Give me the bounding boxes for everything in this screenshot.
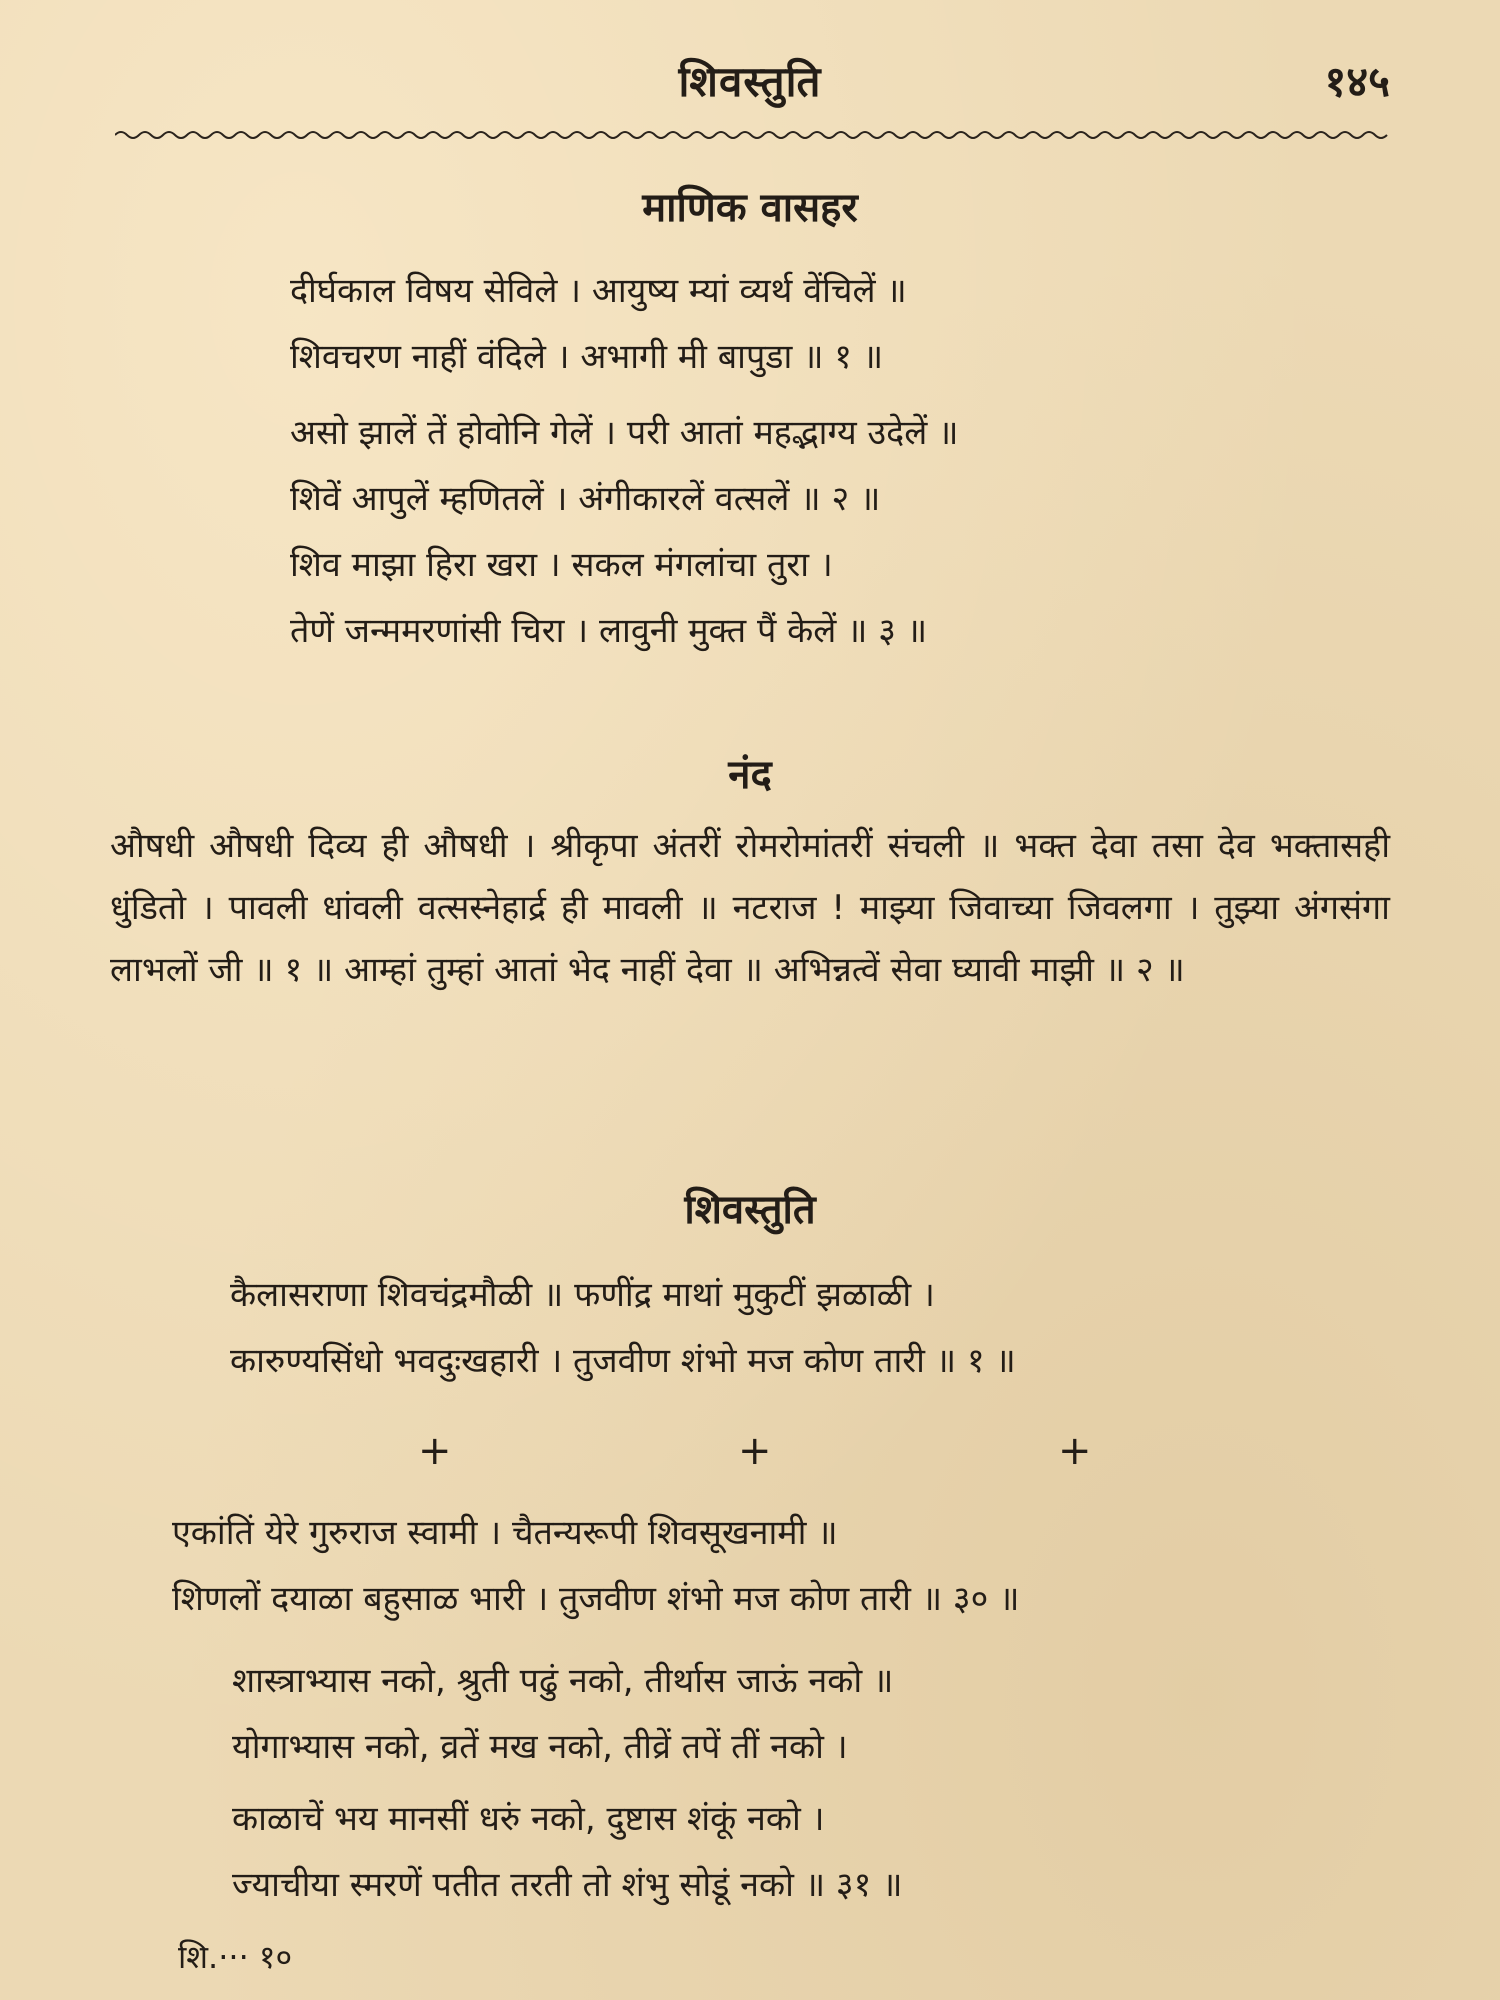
signature-mark: शि.··· १० [178, 1938, 293, 1976]
verse-group-4 [232, 1648, 1432, 1918]
page-number: १४५ [1324, 57, 1390, 106]
running-title: शिवस्तुति [678, 57, 822, 106]
verse-group-2 [230, 1262, 1430, 1394]
cross-mark: + [418, 1428, 452, 1474]
verse-line: ज्याचीया स्मरणें पतीत तरती तो शंभु सोडूं नको ॥ ३१ ॥ [232, 1865, 903, 1905]
verse-group-1 [290, 258, 1440, 664]
section-shivstuti [0, 1180, 1500, 1240]
verse-line: एकांतिं येरे गुरुराज स्वामी । चैतन्यरूपी शिवसूखनामी ॥ [172, 1513, 838, 1553]
verse-line: दीर्घकाल विषय सेविले । आयुष्य म्यां व्यर्थ वेंचिलें ॥ [290, 271, 907, 311]
section-nand [0, 745, 1500, 805]
verse-line: कैलासराणा शिवचंद्रमौळी ॥ फणींद्र माथां मुकुटीं झळाळी । [230, 1275, 935, 1315]
section-separator [0, 1428, 1500, 1478]
verse-line: शास्त्राभ्यास नको, श्रुती पढुं नको, तीर्थास जाऊं नको ॥ [232, 1661, 894, 1701]
prose-paragraph [110, 815, 1390, 1001]
verse-line: शिवचरण नाहीं वंदिले । अभागी मी बापुडा ॥ १ ॥ [290, 337, 884, 377]
verse-group-3 [172, 1500, 1432, 1632]
verse-line: तेणें जन्ममरणांसी चिरा । लावुनी मुक्त पैं केलें ॥ ३ ॥ [290, 611, 928, 651]
running-head [0, 52, 1500, 122]
verse-line: काळाचें भय मानसीं धरुं नको, दुष्टास शंकूं नको । [232, 1799, 825, 1839]
cross-mark: + [738, 1428, 772, 1474]
verse-line: शिव माझा हिरा खरा । सकल मंगलांचा तुरा । [290, 545, 833, 585]
verse-line: कारुण्यसिंधो भवदुःखहारी । तुजवीण शंभो मज कोण तारी ॥ १ ॥ [230, 1341, 1016, 1381]
verse-line: शिवें आपुलें म्हणितलें । अंगीकारलें वत्सलें ॥ २ ॥ [290, 479, 881, 519]
cross-mark: + [1058, 1428, 1092, 1474]
verse-line: योगाभ्यास नको, व्रतें मख नको, तीव्रें तपें तीं नको । [232, 1727, 848, 1767]
verse-line: शिणलों दयाळा बहुसाळ भारी । तुजवीण शंभो मज कोण तारी ॥ ३० ॥ [172, 1579, 1020, 1619]
section-heading: नंद [728, 752, 772, 798]
section-heading: शिवस्तुति [684, 1187, 816, 1233]
section-manik-vasahar [0, 178, 1500, 238]
verse-line: असो झालें तें होवोनि गेलें । परी आतां महद्भाग्य उदेलें ॥ [290, 413, 959, 453]
section-heading: माणिक वासहर [642, 185, 858, 231]
wavy-header-rule [115, 128, 1390, 142]
paragraph-text: औषधी औषधी दिव्य ही औषधी । श्रीकृपा अंतरीं रोमरोमांतरीं संचली ॥ भक्त देवा तसा देव भक्तासही धुंडितो । पावली धांवली वत्सस्नेहार्द्र ही मावली ॥ नटराज ! माझ्या जिवाच्या जिवलगा । तुझ्या अंगसंगा लाभलों जी ॥ १ ॥ आम्हां तुम्हां आतां भेद नाहीं देवा ॥ अभिन्नत्वें सेवा घ्यावी माझी ॥ २ ॥ [110, 826, 1390, 990]
